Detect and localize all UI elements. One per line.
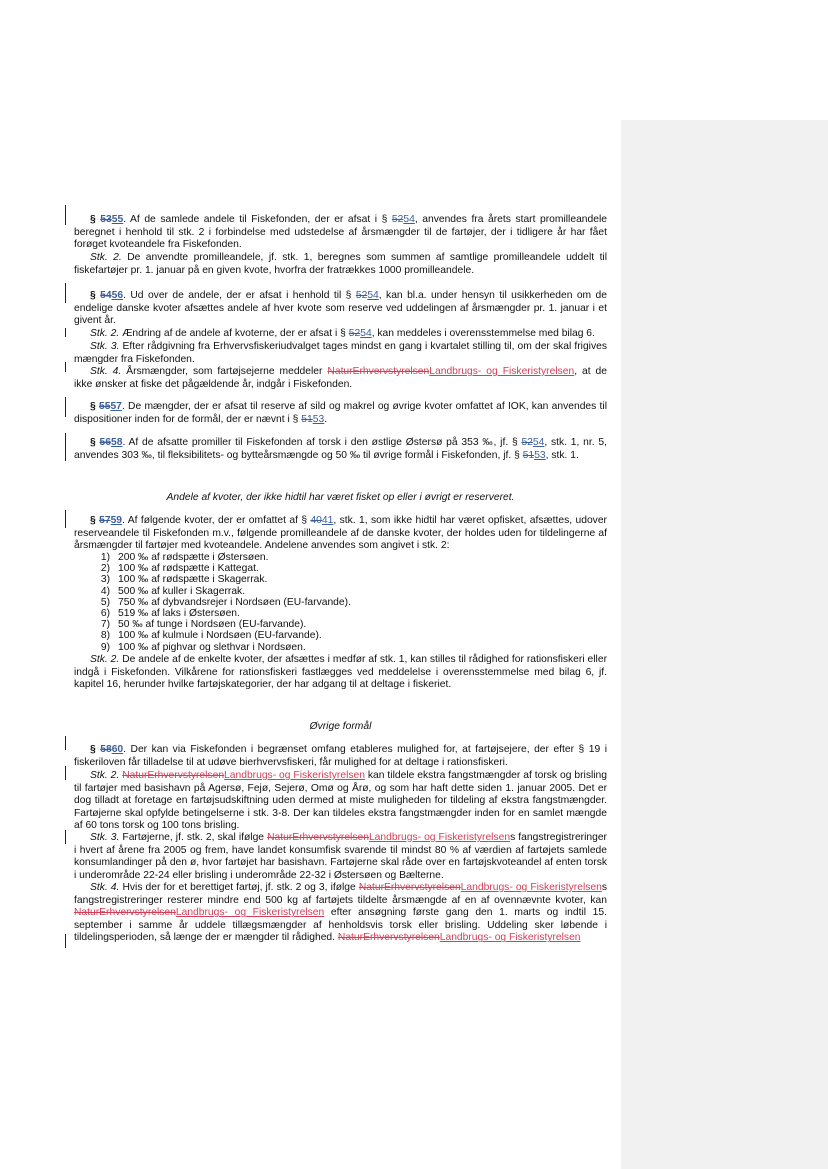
- change-bar: [65, 830, 66, 844]
- change-bar: [65, 362, 66, 372]
- list-item: 7) 50 ‰ af tunge i Nordsøen (EU-farvande).: [100, 619, 307, 631]
- list-item: 8) 100 ‰ af kulmule i Nordsøen (EU-farvande).: [100, 630, 322, 642]
- change-bar: [65, 283, 66, 303]
- comment-margin: [621, 120, 828, 1169]
- paragraph-55-stk2: Stk. 2. De anvendte promilleandele, jf. stk. 1, beregnes som summen af samtlige promilleandele uddelt til fiskefartøjer pr. 1. januar på en given kvote, hvorfra der fratrækkes 1000 promilleandele.: [74, 252, 608, 276]
- section-heading: Øvrige formål: [309, 721, 372, 732]
- change-bar: [65, 934, 66, 948]
- paragraph-60-stk3: Stk. 3. Fartøjerne, jf. stk. 2, skal ifølge NaturErhvervstyrelsenLandbrugs- og Fiskeristyrelsens fangstregistreringer i hvert af årene fra 2005 og frem, have landet konsumfisk svarende til mindst 80 % af værdien af fartøjets samlede konsumlandinger på den ø, hvor fartøjet har basishavn. Fartøjerne skal råde over en fartøjskvoteandel af enten torsk i underområde 22-24 eller brisling i underområde 22-32 i Østersøen og Bælterne.: [74, 832, 607, 881]
- list-item: 5) 750 ‰ af dybvandsrejer i Nordsøen (EU-farvande).: [100, 596, 351, 608]
- paragraph-58: § 5658. Af de afsatte promiller til Fiskefonden af torsk i den østlige Østersø på 353 ‰, jf. § 5254, stk. 1, nr. 5, anvendes 303 ‰, til fleksibilitets- og bytteårsmængde og 50 ‰ til øvrige formål i Fiskefonden, jf. § 5153, stk. 1.: [74, 437, 607, 461]
- section-number: § 5860: [90, 744, 124, 755]
- paragraph-57: § 5557. De mængder, der er afsat til reserve af sild og makrel og øvrige kvoter omfattet af IOK, kan anvendes til dispositioner inden for de formål, der er nævnt i § 5153.: [74, 401, 607, 425]
- section-number: § 5658: [90, 437, 123, 448]
- paragraph-60-stk2: Stk. 2. NaturErhvervstyrelsenLandbrugs- og Fiskeristyrelsen kan tildele ekstra fangstmængder af torsk og brisling til fartøjer med basishavn på Agersø, Fejø, Sejerø, Omø og Årø, og som har haft dette siden 1. januar 2005. Det er dog tilladt at foretage en fartøjsudskiftning uden dermed at miste muligheden for tildeling af ekstra fangstmængder. Fartøjerne skal opfylde betingelserne i stk. 3-8. Der kan tildeles ekstra fangstmængder inden for en samlet mængde af 60 tons torsk og 100 tons brisling.: [74, 770, 607, 832]
- change-bar: [65, 736, 66, 750]
- list-item: 2) 100 ‰ af rødspætte i Kattegat.: [100, 563, 259, 575]
- change-bar: [65, 205, 66, 225]
- paragraph-59-stk2: Stk. 2. De andele af de enkelte kvoter, der afsættes i medfør af stk. 1, kan stilles til rådighed for rationsfiskeri eller indgå i Fiskefonden. Vilkårene for rationsfiskeri fastlægges ved meddelelse i overensstemmelse med bilag 6, jf. kapitel 16, herunder hvilke fartøjskategorier, der har adgang til at deltage i fiskeriet.: [74, 654, 607, 691]
- section-number: § 5355: [90, 214, 124, 225]
- change-bar: [65, 433, 66, 461]
- change-bar: [65, 397, 66, 417]
- paragraph-60-stk4: Stk. 4. Hvis der for et berettiget fartøj, jf. stk. 2 og 3, ifølge NaturErhvervstyrelsenLandbrugs- og Fiskeristyrelsens fangstregistreringer resterer mindre end 500 kg af fartøjets tildelte årsmængde af en af ovennævnte kvoter, kan NaturErhvervstyrelsenLandbrugs- og Fiskeristyrelsen efter ansøgning første gang den 1. marts og indtil 15. september i samme år uddele tillægsmængder af henholdsvis torsk eller brisling. Uddeling sker løbende i tildelingsperioden, så længe der er mængder til rådighed. NaturErhvervstyrelsenLandbrugs- og Fiskeristyrelsen: [74, 882, 607, 944]
- section-number: § 5456: [90, 290, 124, 301]
- list-item: 3) 100 ‰ af rødspætte i Skagerrak.: [100, 574, 268, 586]
- paragraph-56-stk3: Stk. 3. Efter rådgivning fra Erhvervsfiskeriudvalget tages mindst en gang i kvartalet stilling til, om der skal frigives mængder fra Fiskefonden.: [74, 341, 607, 365]
- paragraph-56-stk4: Stk. 4. Årsmængder, som fartøjsejerne meddeler NaturErhvervstyrelsenLandbrugs- og Fiskeristyrelsen, at de ikke ønsker at fiske det pågældende år, indgår i Fiskefonden.: [74, 366, 607, 390]
- paragraph-59: § 5759. Af følgende kvoter, der er omfattet af § 4041, stk. 1, som ikke hidtil har været opfisket, afsættes, udover reserveandele til Fiskefonden m.v., følgende promilleandele af de danske kvoter, der holdes uden for tildelingerne af årsmængder til fartøjer med kvoteandele. Andelene anvendes som angivet i stk. 2:: [74, 515, 607, 552]
- section-heading: Andele af kvoter, der ikke hidtil har været fisket op eller i øvrigt er reserveret.: [166, 492, 515, 503]
- list-item: 1) 200 ‰ af rødspætte i Østersøen.: [100, 552, 269, 563]
- list-item: 4) 500 ‰ af kuller i Skagerrak.: [100, 585, 246, 597]
- change-bar: [65, 766, 66, 780]
- change-bar: [65, 510, 66, 528]
- list-item: 6) 519 ‰ af laks i Østersøen.: [100, 608, 240, 620]
- paragraph-56: § 5456. Ud over de andele, der er afsat i henhold til § 5254, kan bl.a. under hensyn til usikkerheden om de endelige danske kvoter afsættes andele af hver kvote som reserve ved uddelingen af årsmængder pr. 1. januar i et givent år.: [74, 290, 608, 327]
- paragraph-55: § 5355. Af de samlede andele til Fiskefonden, der er afsat i § 5254, anvendes fra årets start promilleandele beregnet i henhold til stk. 2 i forbindelse med udstedelse af årsmængder til de fartøjer, der i tidligere år har fået forøget kvoteandele fra Fiskefonden.: [74, 214, 607, 251]
- change-bar: [65, 328, 66, 337]
- paragraph-60: § 5860. Der kan via Fiskefonden i begrænset omfang etableres mulighed for, at fartøjsejere, der efter § 19 i fiskeriloven får tilladelse til at udøve bierhvervsfiskeri, får mulighed for at deltage i rationsfiskeri.: [74, 744, 607, 768]
- paragraph-56-stk2: Stk. 2. Ændring af de andele af kvoterne, der er afsat i § 5254, kan meddeles i overensstemmelse med bilag 6.: [90, 328, 595, 339]
- list-item: 9) 100 ‰ af pighvar og slethvar i Nordsøen.: [100, 641, 306, 653]
- section-number: § 5557: [90, 401, 122, 412]
- section-number: § 5759: [90, 515, 123, 526]
- quota-list: [92, 552, 592, 653]
